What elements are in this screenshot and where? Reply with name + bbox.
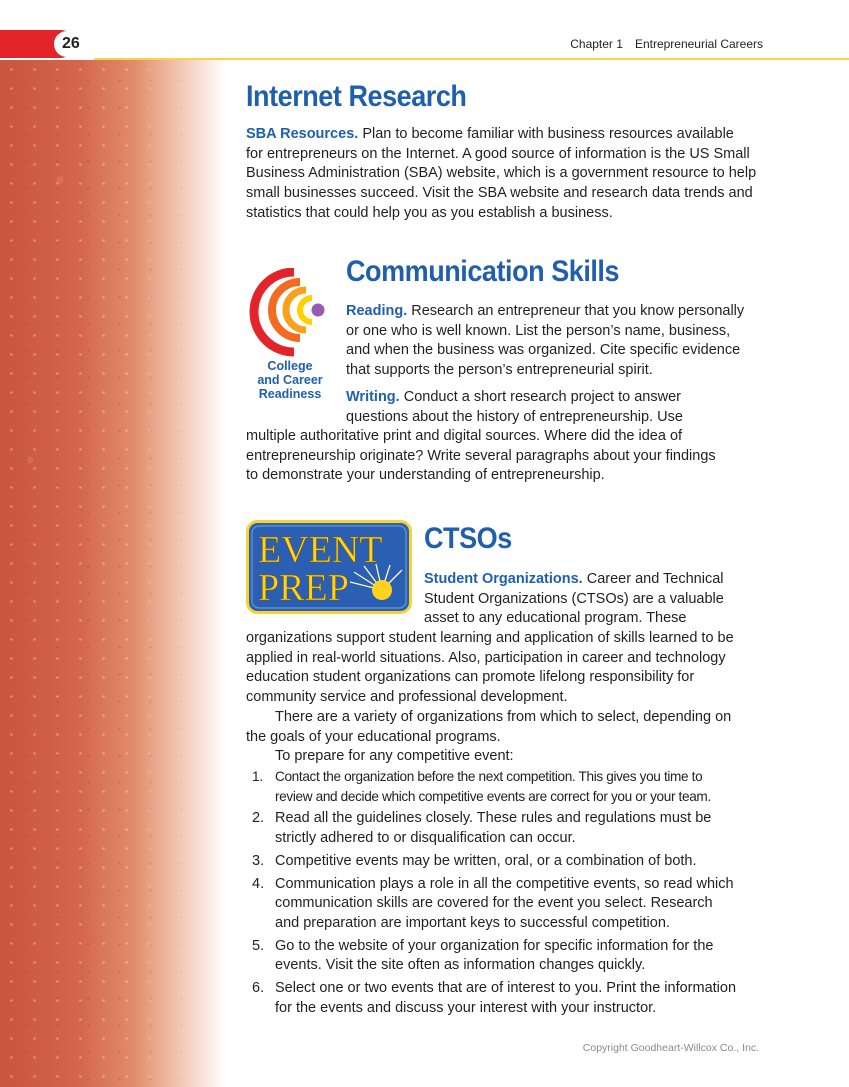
ctsos-paragraph-bottom: organizations support student learning and application of skills learned to be applied in real-world situations. Also, participation in career and technology education student organizations can promote lifelong responsibility for community service and professional development. There are a variety of organizations from which to select, depending on the goals of your educational programs. To prepare for any competitive event:	[246, 630, 734, 765]
running-head	[570, 37, 763, 51]
sba-lead: SBA Resources.	[246, 126, 359, 142]
list-item: 1. Contact the organization before the next competition. This gives you time to review and decide which competitive events are correct for you or your team.	[252, 769, 711, 804]
decorative-side-art	[0, 60, 225, 1087]
college-career-readiness-label: College and Career Readiness	[257, 359, 323, 401]
event-prep-text-event: EVENT	[258, 529, 383, 571]
event-prep-text-prep: PREP	[258, 567, 349, 609]
header-rule	[94, 58, 849, 60]
writing-paragraph-top: Writing. Conduct a short research project to answer questions about the history of entrepreneurship. Use	[346, 389, 683, 425]
competitive-event-steps	[246, 767, 766, 1021]
event-prep-logo-icon	[246, 520, 412, 614]
page-header	[0, 0, 849, 60]
list-item: 3. Competitive events may be written, oral, or a combination of both.	[252, 852, 697, 869]
communication-skills-heading: Communication Skills	[346, 255, 620, 288]
reading-paragraph: Reading. Research an entrepreneur that you know personally or one who is well known. List the person’s name, business, and when the business was organized. Cite specific evidence that supports the person’s entrepreneurial spirit.	[346, 303, 745, 379]
copyright-notice: Copyright Goodheart-Willcox Co., Inc.	[582, 1042, 759, 1054]
sba-line: small businesses succeed. Visit the SBA website and research data trends and	[246, 185, 753, 202]
student-orgs-lead: Student Organizations.	[424, 571, 583, 587]
writing-paragraph-bottom: multiple authoritative print and digital sources. Where did the idea of entrepreneurship originate? Write several paragraphs about your findings to demonstrate your understanding of entrepreneurship.	[246, 428, 716, 484]
page-number: 26	[54, 31, 94, 57]
chapter-title: Entrepreneurial Careers	[634, 37, 763, 51]
ctsos-paragraph-top: Student Organizations. Career and Technical Student Organizations (CTSOs) are a valuable asset to any educational program. These	[424, 571, 724, 627]
ctsos-heading: CTSOs	[424, 522, 512, 555]
list-item: 2. Read all the guidelines closely. These rules and regulations must be strictly adhered to or disqualification can occur.	[252, 810, 712, 847]
sba-line: statistics that could help you as you establish a business.	[246, 204, 613, 221]
internet-research-heading: Internet Research	[246, 80, 467, 113]
writing-lead: Writing.	[346, 389, 400, 405]
sba-line: for entrepreneurs on the Internet. A good source of information is the US Small	[246, 145, 750, 162]
sba-paragraph	[246, 125, 776, 224]
sba-line: Business Administration (SBA) website, which is a government resource to help	[246, 165, 757, 182]
list-item: 4. Communication plays a role in all the competitive events, so read which communication skills are covered for the event you select. Research and preparation are important keys to successful competition.	[252, 875, 734, 931]
list-item: 6. Select one or two events that are of interest to you. Print the information for the events and discuss your interest with your instructor.	[252, 980, 737, 1016]
list-item: 5. Go to the website of your organization for specific information for the events. Visit the site often as information changes quickly.	[252, 937, 714, 974]
chapter-label: Chapter 1	[570, 37, 623, 51]
sba-line: SBA Resources. Plan to become familiar with business resources available	[246, 126, 734, 142]
reading-lead: Reading.	[346, 303, 408, 319]
